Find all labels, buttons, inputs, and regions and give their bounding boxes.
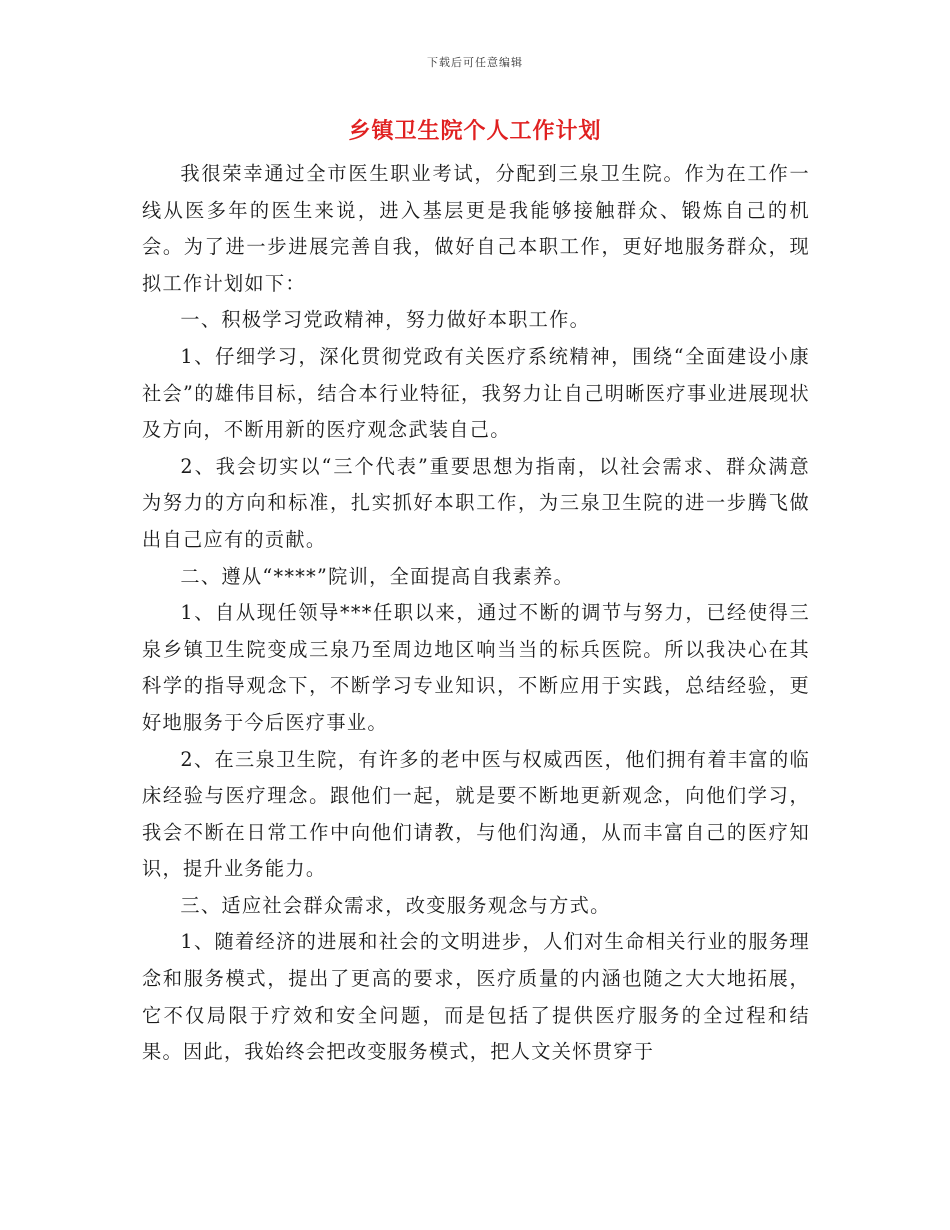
paragraph-3-1: 1、随着经济的进展和社会的文明进步，人们对生命相关行业的服务理念和服务模式，提出了更高的要求，医疗质量的内涵也随之大大地拓展，它不仅局限于疗效和安全问题，而是包括了提供医疗服务的全过程和结果。因此，我始终会把改变服务模式，把人文关怀贯穿于 xyxy=(142,930,810,1064)
paragraph-2-1: 1、自从现任领导***任职以来，通过不断的调节与努力，已经使得三泉乡镇卫生院变成三泉乃至周边地区响当当的标兵医院。所以我决心在其科学的指导观念下，不断学习专业知识，不断应用于实践，总结经验，更好地服务于今后医疗事业。 xyxy=(142,601,810,734)
paragraph-1-2: 2、我会切实以“三个代表”重要思想为指南，以社会需求、群众满意为努力的方向和标准，扎实抓好本职工作，为三泉卫生院的进一步腾飞做出自己应有的贡献。 xyxy=(142,454,810,551)
paragraph-intro: 我很荣幸通过全市医生职业考试，分配到三泉卫生院。作为在工作一线从医多年的医生来说，进入基层更是我能够接触群众、锻炼自己的机会。为了进一步进展完善自我，做好自己本职工作，更好地服务群众，现拟工作计划如下： xyxy=(142,162,810,295)
paragraph-2-2: 2、在三泉卫生院，有许多的老中医与权威西医，他们拥有着丰富的临床经验与医疗理念。跟他们一起，就是要不断地更新观念，向他们学习，我会不断在日常工作中向他们请教，与他们沟通，从而丰富自己的医疗知识，提升业务能力。 xyxy=(142,747,810,881)
document-title: 乡镇卫生院个人工作计划 xyxy=(348,118,602,144)
section-heading-3: 三、适应社会群众需求，改变服务观念与方式。 xyxy=(180,893,611,917)
document-body xyxy=(142,156,810,1071)
section-heading-1: 一、积极学习党政精神，努力做好本职工作。 xyxy=(180,308,591,332)
section-heading-2: 二、遵从“****”院训，全面提高自我素养。 xyxy=(180,564,574,588)
paragraph-1-1: 1、仔细学习，深化贯彻党政有关医疗系统精神，围绕“全面建设小康社会”的雄伟目标，结合本行业特征，我努力让自己明晰医疗事业进展现状及方向，不断用新的医疗观念武装自己。 xyxy=(142,344,810,442)
page-header-note: 下载后可任意编辑 xyxy=(427,56,523,69)
